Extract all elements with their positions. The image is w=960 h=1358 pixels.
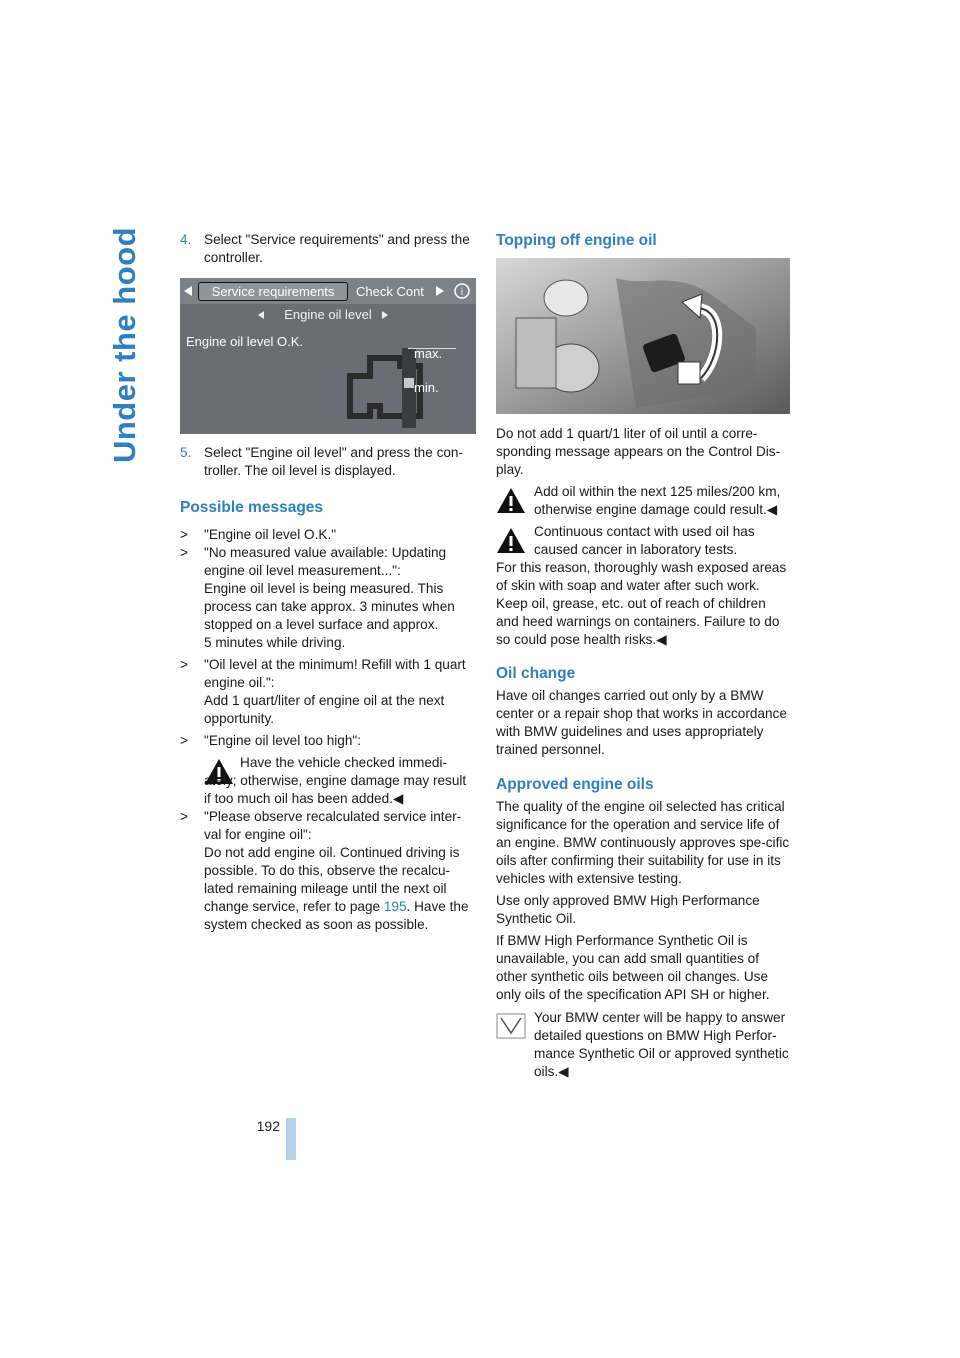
- topping-off-heading: Topping off engine oil: [496, 232, 657, 249]
- step-4: 4. Select "Service requirements" and press the controller.: [180, 232, 470, 265]
- page-number-bar: [286, 1118, 296, 1160]
- possible-messages-heading: Possible messages: [180, 499, 324, 516]
- warning-triangle-icon: [496, 527, 526, 554]
- bullet-no-value: > "No measured value available: Updating engine oil level measurement...": Engine oil level is being measured. This process can take approx. 3 minutes when stopped on a level surface and approx. 5 minutes while driving.: [180, 545, 455, 650]
- control-display-screen: [180, 278, 476, 434]
- small-arrow-right-icon: [382, 311, 388, 319]
- warning-oil-too-high: Have the vehicle checked immedi-ately; otherwise, engine damage may result if too much oil has been added.◀: [204, 755, 467, 806]
- warning-used-oil-a: Continuous contact with used oil has caused cancer in laboratory tests.: [534, 524, 755, 557]
- bullet-oil-ok: > "Engine oil level O.K.": [180, 527, 337, 542]
- screen-oil-message: Engine oil level O.K.: [186, 334, 304, 349]
- approved-oils-p1: The quality of the engine oil selected has critical significance for the operation and service life of an engine. BMW continuously approves spe-cific oils after confirming their suitability for use in its vehicles with extensive testing.: [496, 799, 790, 886]
- info-icon: [454, 283, 470, 299]
- approved-oils-heading: Approved engine oils: [496, 776, 654, 793]
- tab-service-requirements: Service requirements: [198, 282, 348, 301]
- svg-text:i: i: [460, 287, 464, 298]
- warning-triangle-icon: [496, 487, 526, 514]
- min-label: min.: [414, 380, 439, 395]
- screen-subtitle: Engine oil level: [284, 307, 372, 322]
- side-chapter-title: Under the hood: [107, 226, 143, 464]
- warning-add-oil: Add oil within the next 125 miles/200 km, otherwise engine damage could result.◀: [534, 484, 781, 517]
- bullet-oil-too-high: > "Engine oil level too high":: [180, 733, 362, 748]
- max-label: max.: [414, 346, 443, 361]
- step-5: 5. Select "Engine oil level" and press the con-troller. The oil level is displayed.: [180, 445, 464, 478]
- oil-change-heading: Oil change: [496, 665, 576, 682]
- approved-oils-p3: If BMW High Performance Synthetic Oil is unavailable, you can add small quantities of other synthetic oils between oil changes. Use only oils of the specification API SH or higher.: [496, 933, 770, 1002]
- page-number: 192: [256, 1118, 280, 1134]
- arrow-right-icon: [436, 286, 444, 296]
- approved-oils-p2: Use only approved BMW High Performance Synthetic Oil.: [496, 893, 760, 926]
- bullet-recalculated-service: > "Please observe recalculated service inter-val for engine oil": Do not add engine oil. Continued driving is possible. To do this, observe the recalcu-lated remaining mileage until the next oil change service, refer to page 195. Have the system checked as soon as possible.: [180, 809, 469, 932]
- oil-change-text: Have oil changes carried out only by a BMW center or a repair shop that works in accordance with BMW guidelines and uses appropriately trained personnel.: [496, 688, 787, 757]
- tab-check-control: Check Cont: [356, 284, 424, 299]
- topping-intro: Do not add 1 quart/1 liter of oil until a corre-sponding message appears on the Control Dis-play.: [496, 426, 781, 477]
- bullet-oil-minimum: > "Oil level at the minimum! Refill with 1 quart engine oil.": Add 1 quart/liter of engine oil at the next opportunity.: [180, 657, 466, 726]
- warning-used-oil-b: For this reason, thoroughly wash exposed areas of skin with soap and water after such work. Keep oil, grease, etc. out of reach of children and heed warnings on containers. Failure to do so could pose health risks.◀: [496, 560, 787, 647]
- note-bmw-center: Your BMW center will be happy to answer detailed questions on BMW High Perfor-mance Synthetic Oil or approved synthetic oils.◀: [534, 1010, 789, 1079]
- arrow-left-icon: [184, 286, 192, 296]
- page-link-195[interactable]: 195: [383, 899, 407, 914]
- note-icon: [496, 1013, 526, 1039]
- engine-compartment-photo: [496, 258, 790, 414]
